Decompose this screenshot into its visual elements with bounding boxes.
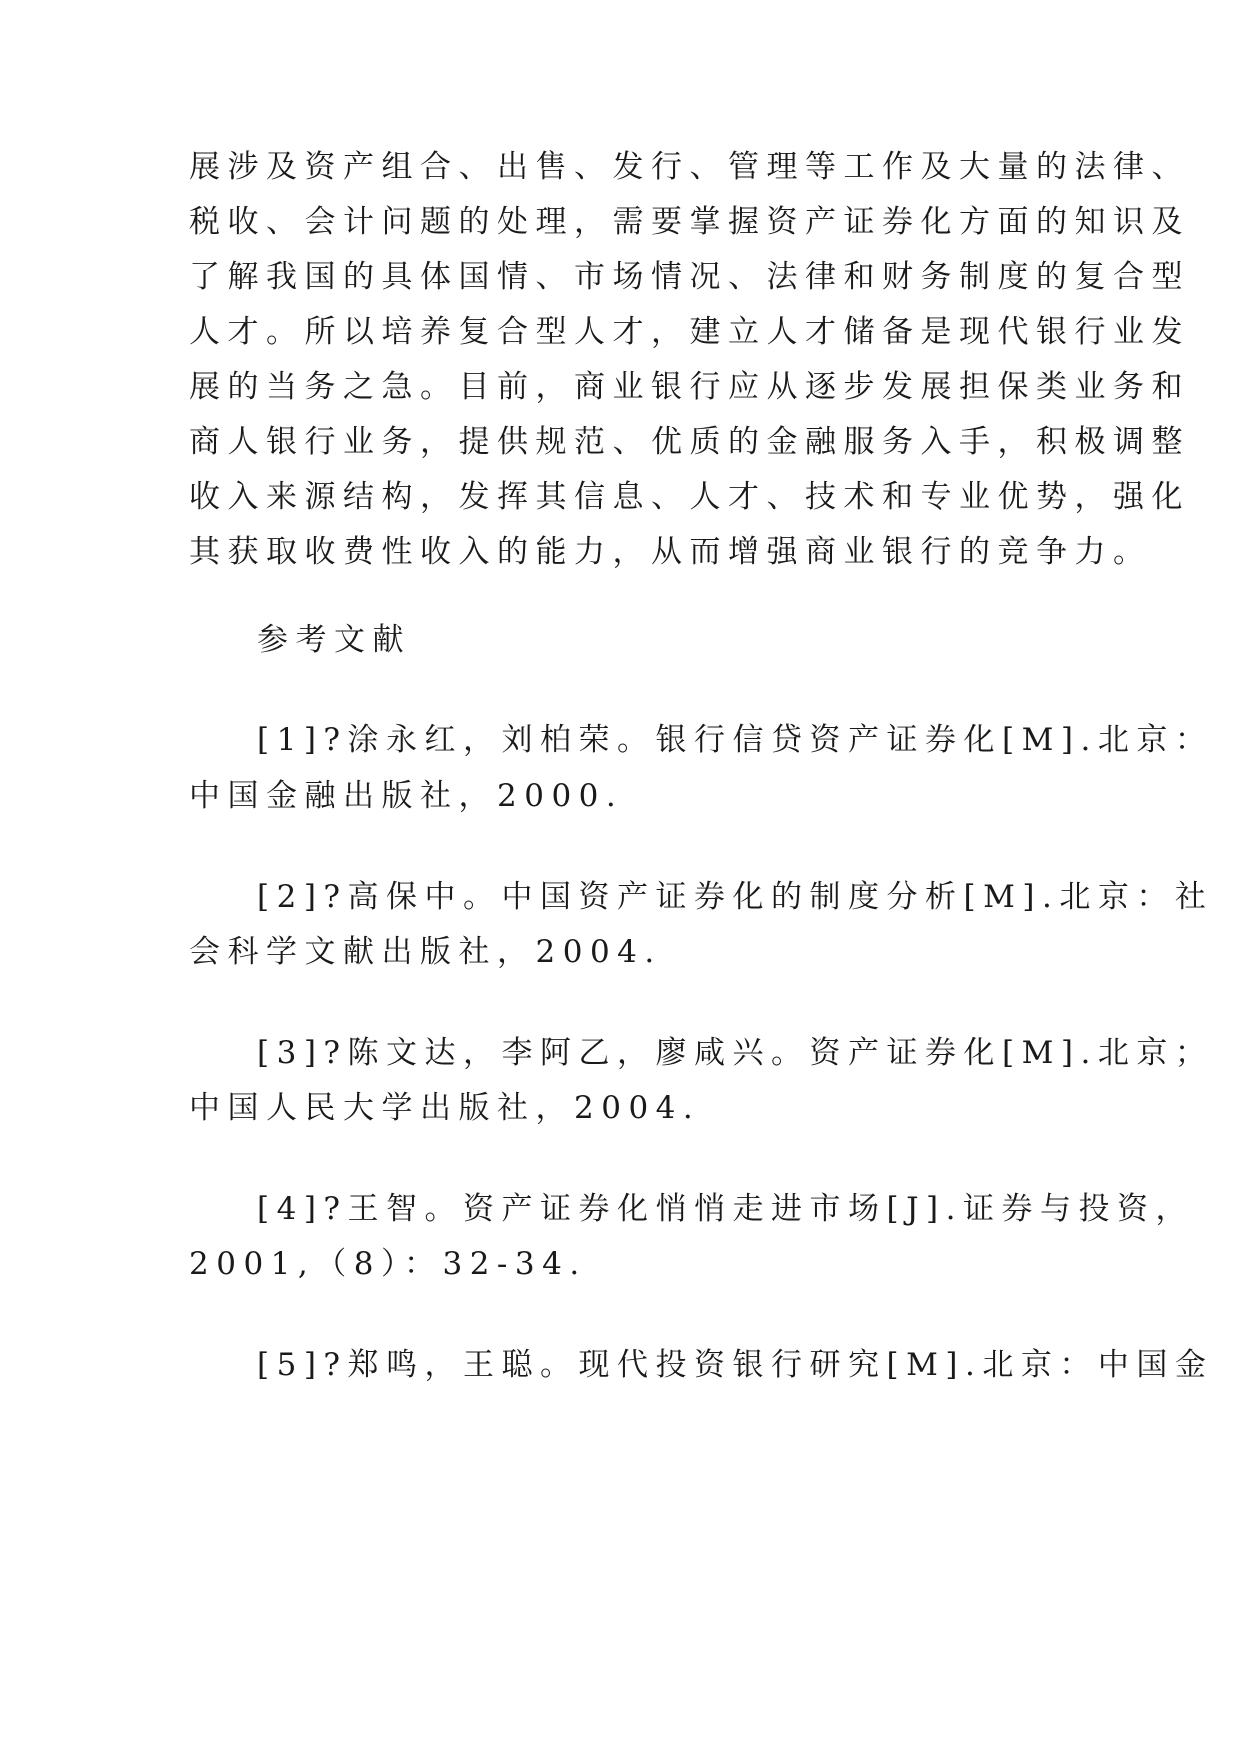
reference-2-line-2: 会科学文献出版社，2004. — [189, 934, 662, 970]
body-line: 商人银行业务，提供规范、优质的金融服务入手，积极调整 — [189, 424, 1190, 460]
body-line: 其获取收费性收入的能力，从而增强商业银行的竞争力。 — [189, 534, 1152, 570]
body-line: 了解我国的具体国情、市场情况、法律和财务制度的复合型 — [189, 259, 1190, 295]
reference-3-line-1: [3]?陈文达，李阿乙，廖咸兴。资产证券化[M].北京； — [257, 1035, 1214, 1071]
body-line: 展涉及资产组合、出售、发行、管理等工作及大量的法律、 — [189, 149, 1190, 185]
reference-4-line-1: [4]?王智。资产证券化悄悄走进市场[J].证券与投资， — [257, 1191, 1194, 1227]
reference-2-line-1: [2]?高保中。中国资产证券化的制度分析[M].北京：社 — [257, 879, 1214, 915]
body-line: 展的当务之急。目前，商业银行应从逐步发展担保类业务和 — [189, 369, 1190, 405]
reference-3-line-2: 中国人民大学出版社，2004. — [189, 1090, 701, 1126]
reference-4-line-2: 2001,（8）：32-34. — [189, 1246, 587, 1282]
reference-1-line-1: [1]?涂永红，刘柏荣。银行信贷资产证券化[M].北京： — [257, 722, 1214, 758]
reference-5-line-1: [5]?郑鸣，王聪。现代投资银行研究[M].北京：中国金 — [257, 1347, 1214, 1383]
reference-1-line-2: 中国金融出版社，2000. — [189, 778, 624, 814]
references-heading: 参考文献 — [257, 622, 411, 658]
body-line: 收入来源结构，发挥其信息、人才、技术和专业优势，强化 — [189, 479, 1190, 515]
body-line: 人才。所以培养复合型人才，建立人才储备是现代银行业发 — [189, 314, 1190, 350]
body-line: 税收、会计问题的处理，需要掌握资产证券化方面的知识及 — [189, 204, 1190, 240]
